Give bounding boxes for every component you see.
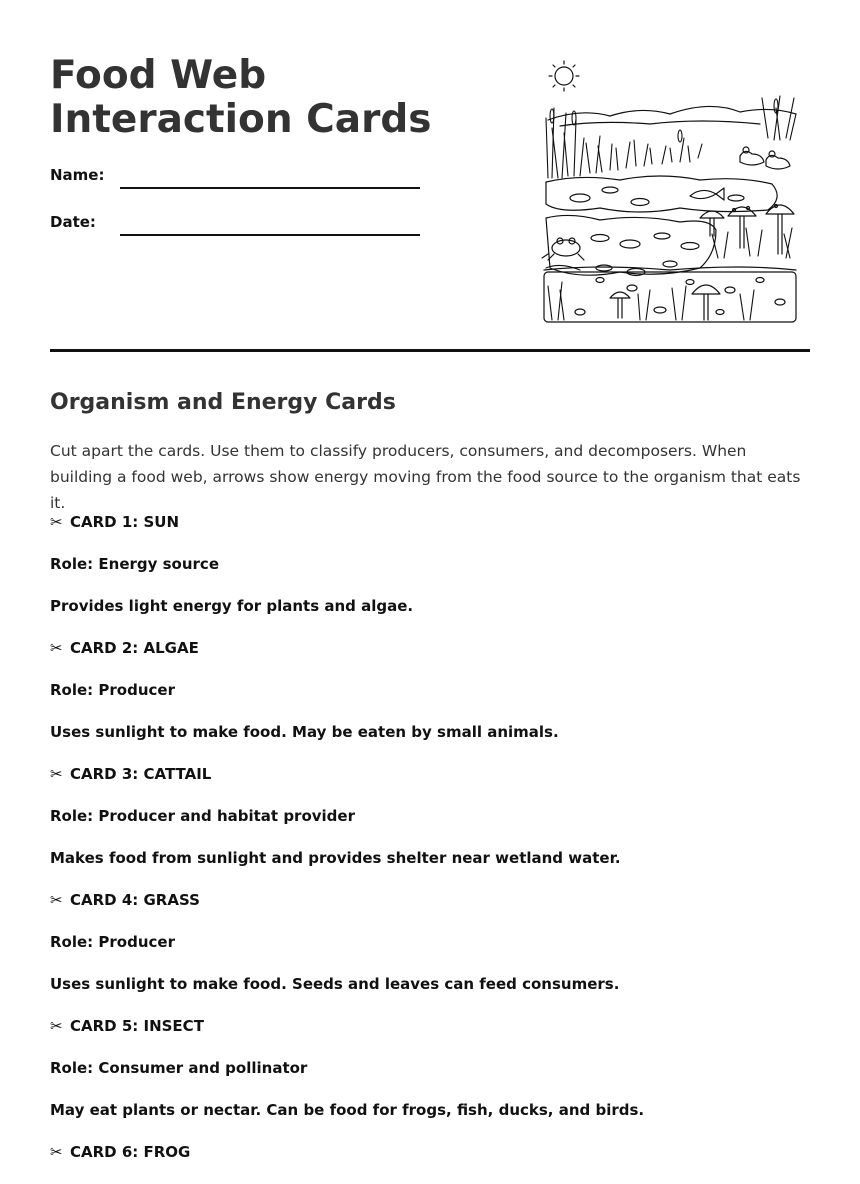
card-1 xyxy=(50,512,810,638)
scissors-icon: ✂ xyxy=(50,513,63,531)
card-title: ✂ CARD 1: SUN xyxy=(50,513,180,531)
intro-text: Cut apart the cards. Use them to classify producers, consumers, and decomposers. When building a food web, arrows show energy moving from the food source to the organism that eats it. xyxy=(50,442,801,512)
card-role: Role: Producer xyxy=(50,681,175,699)
card-description: Provides light energy for plants and algae. xyxy=(50,597,414,615)
card-4 xyxy=(50,890,810,1016)
card-title: ✂ CARD 5: INSECT xyxy=(50,1017,204,1035)
card-role: Role: Energy source xyxy=(50,555,219,573)
card-2 xyxy=(50,638,810,764)
frog-icon xyxy=(548,238,584,260)
wetland-scene-illustration xyxy=(540,58,800,324)
card-title: ✂ CARD 3: CATTAIL xyxy=(50,765,212,783)
scissors-icon: ✂ xyxy=(50,891,63,909)
card-title: ✂ CARD 4: GRASS xyxy=(50,891,200,909)
name-line[interactable] xyxy=(120,187,420,189)
scissors-icon: ✂ xyxy=(50,1143,63,1161)
duck-icon xyxy=(740,147,790,169)
card-role: Role: Consumer and pollinator xyxy=(50,1059,308,1077)
card-description: Uses sunlight to make food. Seeds and leaves can feed consumers. xyxy=(50,975,620,993)
sun-icon xyxy=(549,61,579,91)
header-divider xyxy=(50,349,810,352)
card-6 xyxy=(50,1142,810,1184)
card-title: ✂ CARD 6: FROG xyxy=(50,1143,191,1161)
scissors-icon: ✂ xyxy=(50,1017,63,1035)
date-line[interactable] xyxy=(120,234,420,236)
scissors-icon: ✂ xyxy=(50,639,63,657)
page-title: Food Web Interaction Cards xyxy=(50,53,432,142)
scissors-icon: ✂ xyxy=(50,765,63,783)
card-description: Makes food from sunlight and provides shelter near wetland water. xyxy=(50,849,621,867)
card-title: ✂ CARD 2: ALGAE xyxy=(50,639,199,657)
card-description: May eat plants or nectar. Can be food for frogs, fish, ducks, and birds. xyxy=(50,1101,645,1119)
card-role: Role: Producer and habitat provider xyxy=(50,807,355,825)
card-3 xyxy=(50,764,810,890)
section-heading: Organism and Energy Cards xyxy=(50,390,396,415)
card-list xyxy=(50,512,810,1184)
date-label: Date: xyxy=(50,213,96,231)
card-role: Role: Producer xyxy=(50,933,175,951)
card-5 xyxy=(50,1016,810,1142)
name-label: Name: xyxy=(50,166,105,184)
card-description: Uses sunlight to make food. May be eaten by small animals. xyxy=(50,723,559,741)
